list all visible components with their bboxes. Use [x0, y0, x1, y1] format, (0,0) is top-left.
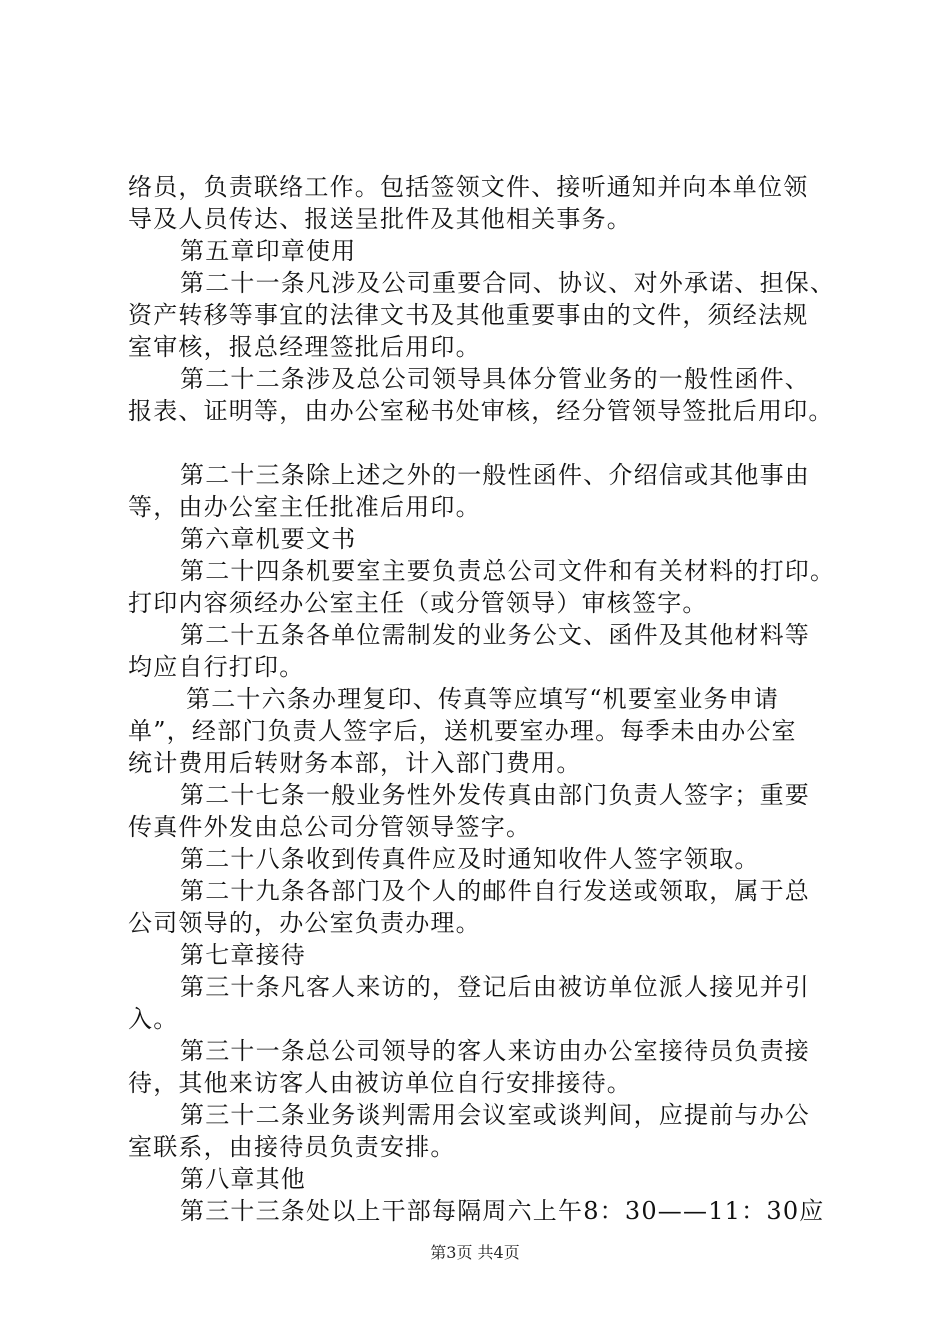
text-line: 室审核，报总经理签批后用印。	[128, 333, 481, 361]
text-line: 室联系，由接待员负责安排。	[128, 1133, 456, 1161]
article-line: 第二十五条各单位需制发的业务公文、函件及其他材料等	[180, 621, 810, 649]
text-line: 均应自行打印。	[128, 653, 305, 681]
article-line: 第三十二条业务谈判需用会议室或谈判间，应提前与办公	[180, 1101, 810, 1129]
article-line: 第二十七条一般业务性外发传真由部门负责人签字；重要	[180, 781, 810, 809]
article-line: 第三十条凡客人来访的，登记后由被访单位派人接见并引	[180, 973, 810, 1001]
text-line: 导及人员传达、报送呈批件及其他相关事务。	[128, 205, 632, 233]
article-line: 第二十二条涉及总公司领导具体分管业务的一般性函件、	[180, 365, 810, 393]
article-line: 第二十六条办理复印、传真等应填写“机要室业务申请	[186, 685, 780, 713]
article-line: 第二十四条机要室主要负责总公司文件和有关材料的打印。	[180, 557, 836, 585]
text-line: 统计费用后转财务本部，计入部门费用。	[128, 749, 582, 777]
article-line: 第二十三条除上述之外的一般性函件、介绍信或其他事由	[180, 461, 810, 489]
chapter-heading: 第七章接待	[180, 941, 306, 969]
chapter-heading: 第六章机要文书	[180, 525, 357, 553]
text-line: 待，其他来访客人由被访单位自行安排接待。	[128, 1069, 632, 1097]
text-line: 资产转移等事宜的法律文书及其他重要事由的文件，须经法规	[128, 301, 809, 329]
blank-line	[128, 427, 840, 459]
chapter-heading: 第五章印章使用	[180, 237, 357, 265]
article-line: 第三十一条总公司领导的客人来访由办公室接待员负责接	[180, 1037, 810, 1065]
document-body	[128, 171, 840, 1227]
article-line: 第二十八条收到传真件应及时通知收件人签字领取。	[180, 845, 760, 873]
chapter-heading: 第八章其他	[180, 1165, 306, 1193]
text-line: 入。	[128, 1005, 179, 1033]
article-line: 第三十三条处以上干部每隔周六上午8：30——11：30应	[180, 1197, 825, 1225]
text-line: 单”，经部门负责人签字后，送机要室办理。每季未由办公室	[128, 717, 797, 745]
text-line: 等，由办公室主任批准后用印。	[128, 493, 481, 521]
article-line: 第二十一条凡涉及公司重要合同、协议、对外承诺、担保、	[180, 269, 836, 297]
article-line: 第二十九条各部门及个人的邮件自行发送或领取，属于总	[180, 877, 810, 905]
text-line: 传真件外发由总公司分管领导签字。	[128, 813, 532, 841]
text-line: 打印内容须经办公室主任（或分管领导）审核签字。	[128, 589, 708, 617]
page-number-footer: 第3页 共4页	[430, 1243, 520, 1262]
text-line: 公司领导的，办公室负责办理。	[128, 909, 481, 937]
text-line: 络员，负责联络工作。包括签领文件、接听通知并向本单位领	[128, 173, 809, 201]
text-line: 报表、证明等，由办公室秘书处审核，经分管领导签批后用印。	[128, 397, 834, 425]
